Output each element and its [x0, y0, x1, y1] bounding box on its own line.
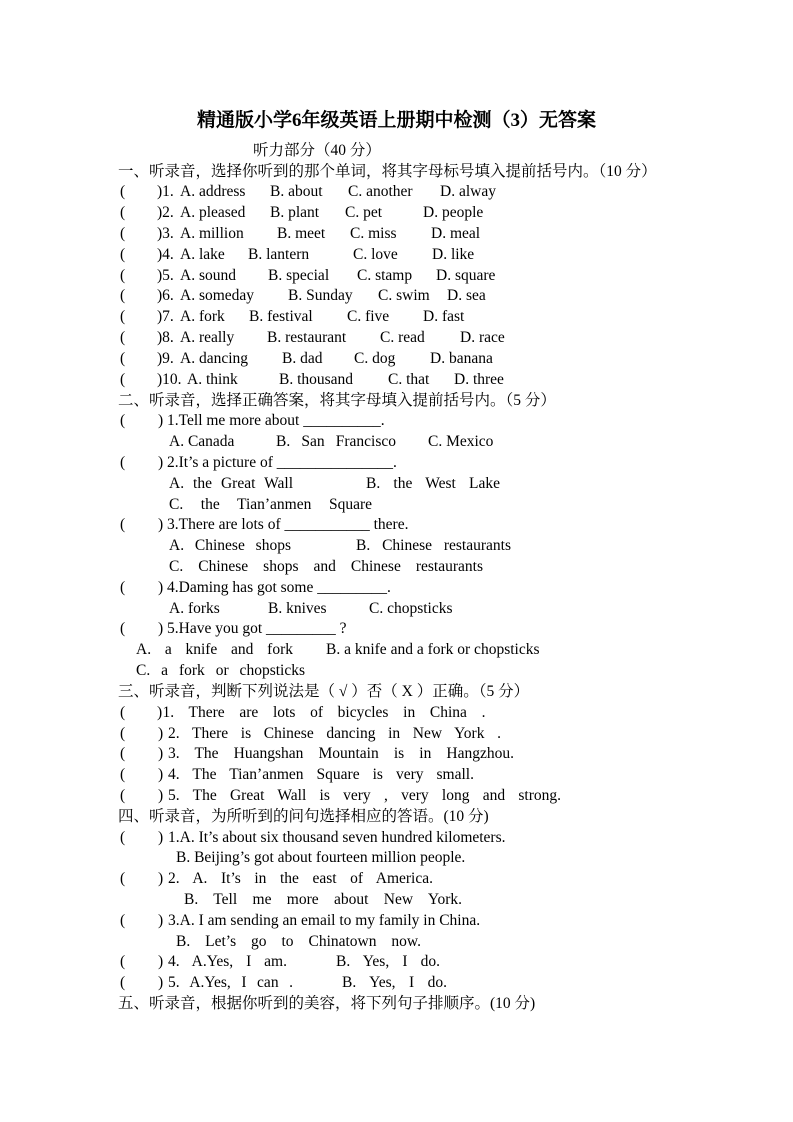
option-d: D. like [432, 245, 475, 263]
option-b: B. knives [268, 599, 327, 617]
part2-question [0, 515, 793, 536]
part2-options [0, 536, 793, 557]
part2-heading: 二、听录音，选择正确答案，将其字母填入提前括号内。（5 分） [118, 391, 556, 409]
statement-text: 4. The Tian’anmen Square is very small. [168, 766, 474, 784]
answer-bracket-close: ) [158, 412, 164, 430]
option-a: A. someday [180, 287, 255, 305]
part2-options [0, 495, 793, 516]
answer-bracket-close: ) [157, 703, 163, 721]
answer-bracket-close: ) [157, 308, 163, 326]
answer-bracket-open: ( [120, 412, 126, 430]
part3-statement [0, 724, 793, 745]
answer-bracket-open: ( [120, 349, 126, 367]
answer-bracket-open: ( [120, 204, 126, 222]
answer-bracket-close: ) [158, 953, 164, 971]
option-d: D. sea [447, 287, 486, 305]
part1-heading: 一、听录音，选择你听到的那个单词，将其字母标号填入提前括号内。（10 分） [118, 162, 657, 180]
item-number-text: 4. [162, 245, 174, 263]
option-c: C. Mexico [428, 433, 494, 451]
answer-bracket-open: ( [120, 786, 126, 804]
answer-bracket-close: ) [158, 911, 164, 929]
part3-statement [0, 765, 793, 786]
answer-option-a: 2. A. It’s in the east of America. [168, 870, 433, 888]
item-number-text: 8. [162, 329, 174, 347]
part4-question-b [0, 890, 793, 911]
part3-statement [0, 786, 793, 807]
answer-option-a: 5. A.Yes, I can . [168, 974, 293, 992]
item-number-text: 7. [162, 308, 174, 326]
answer-bracket-open: ( [120, 766, 126, 784]
option-b: B. thousand [279, 370, 354, 388]
item-number-text: 9. [162, 349, 174, 367]
option-a: A. lake [180, 245, 225, 263]
part1-item [0, 307, 793, 328]
part1-item [0, 224, 793, 245]
answer-bracket-open: ( [120, 245, 126, 263]
option-a: A. Canada [169, 433, 235, 451]
part2-options [0, 661, 793, 682]
option-b: B. San Francisco [276, 433, 396, 451]
answer-bracket-close: ) [158, 620, 164, 638]
part1-item [0, 245, 793, 266]
part1-item [0, 182, 793, 203]
option-a: A. forks [169, 599, 220, 617]
option-c: C. love [353, 245, 398, 263]
part5-heading: 五、听录音，根据你听到的美容，将下列句子排顺序。(10 分) [118, 995, 536, 1013]
part1-item [0, 203, 793, 224]
part2-options [0, 599, 793, 620]
option-a: A. sound [180, 266, 236, 284]
option-a: A. pleased [180, 204, 246, 222]
answer-bracket-open: ( [120, 620, 126, 638]
answer-bracket-open: ( [120, 266, 126, 284]
option-c: C. read [380, 329, 425, 347]
item-number [157, 245, 174, 266]
answer-bracket-open: ( [120, 911, 126, 929]
item-number [157, 328, 174, 349]
answer-bracket-close: ) [157, 183, 163, 201]
option-c: C. chopsticks [369, 599, 453, 617]
option-b: B. Sunday [288, 287, 353, 305]
answer-option-a: 4. A.Yes, I am. [168, 953, 287, 971]
item-number-text: 10. [162, 370, 182, 388]
question-stem: 3.There are lots of ___________ there. [167, 516, 409, 534]
answer-bracket-close: ) [157, 245, 163, 263]
option-d: D. alway [440, 183, 496, 201]
answer-bracket-close: ) [158, 453, 164, 471]
question-stem: 4.Daming has got some _________. [167, 578, 391, 596]
part1-item [0, 286, 793, 307]
option-a: A. the Great Wall [169, 474, 293, 492]
part4-question-b [0, 932, 793, 953]
part1-item [0, 349, 793, 370]
option-b: B. Chinese restaurants [356, 537, 511, 555]
option-c: C. another [348, 183, 413, 201]
answer-bracket-open: ( [120, 953, 126, 971]
answer-option-b: B. Beijing’s got about fourteen million people. [176, 849, 466, 867]
answer-bracket-open: ( [120, 308, 126, 326]
option-d: D. three [454, 370, 504, 388]
answer-bracket-close: ) [158, 745, 164, 763]
part3-statement [0, 703, 793, 724]
answer-bracket-open: ( [120, 287, 126, 305]
option-d: D. people [423, 204, 484, 222]
option-c: C. pet [345, 204, 383, 222]
statement-text: 1. There are lots of bicycles in China . [162, 703, 486, 721]
answer-bracket-open: ( [120, 870, 126, 888]
answer-option-b: B. Yes, I do. [336, 953, 440, 971]
part2-options [0, 474, 793, 495]
item-number-text: 1. [162, 183, 174, 201]
option-a: A. million [180, 225, 244, 243]
answer-option-b: B. Tell me more about New York. [184, 891, 462, 909]
item-number [157, 286, 174, 307]
option-d: D. banana [430, 349, 493, 367]
option-a: A. a knife and fork [136, 641, 293, 659]
item-number [157, 203, 174, 224]
answer-bracket-open: ( [120, 974, 126, 992]
option-c: C. five [347, 308, 390, 326]
part2-options [0, 640, 793, 661]
answer-bracket-close: ) [157, 266, 163, 284]
statement-text: 2. There is Chinese dancing in New York . [168, 724, 501, 742]
part4-question [0, 869, 793, 890]
answer-bracket-open: ( [120, 745, 126, 763]
item-number [157, 370, 182, 391]
item-number [157, 266, 174, 287]
answer-option-a: 3.A. I am sending an email to my family in China. [168, 911, 481, 929]
option-a: A. really [180, 329, 235, 347]
answer-bracket-open: ( [120, 453, 126, 471]
item-number-text: 6. [162, 287, 174, 305]
part2-heading-line [0, 391, 793, 412]
answer-bracket-open: ( [120, 183, 126, 201]
answer-bracket-close: ) [158, 724, 164, 742]
option-a: A. address [180, 183, 246, 201]
item-number-text: 3. [162, 225, 174, 243]
answer-bracket-close: ) [158, 786, 164, 804]
option-b: B. special [268, 266, 330, 284]
option-c: C. stamp [357, 266, 413, 284]
part2-question [0, 411, 793, 432]
option-b: B. plant [270, 204, 320, 222]
option-c: C. swim [378, 287, 430, 305]
part1-item [0, 328, 793, 349]
option-a: A. fork [180, 308, 225, 326]
statement-text: 3. The Huangshan Mountain is in Hangzhou. [168, 745, 514, 763]
option-d: D. square [436, 266, 496, 284]
option-c: C. a fork or chopsticks [136, 662, 305, 680]
option-b: B. lantern [248, 245, 310, 263]
part2-options [0, 432, 793, 453]
part1-item [0, 370, 793, 391]
part4-question-b [0, 848, 793, 869]
part4-heading: 四、听录音，为所听到的问句选择相应的答语。(10 分) [118, 807, 489, 825]
option-b: B. festival [249, 308, 313, 326]
item-number [157, 224, 174, 245]
part4-question [0, 911, 793, 932]
option-d: D. meal [431, 225, 481, 243]
statement-text: 5. The Great Wall is very , very long and strong. [168, 786, 561, 804]
option-a: A. Chinese shops [169, 537, 291, 555]
answer-bracket-close: ) [157, 349, 163, 367]
option-b: B. restaurant [267, 329, 347, 347]
answer-bracket-open: ( [120, 703, 126, 721]
question-stem: 2.It’s a picture of _______________. [167, 453, 397, 471]
option-d: D. race [460, 329, 505, 347]
answer-bracket-open: ( [120, 329, 126, 347]
part4-question [0, 952, 793, 973]
answer-bracket-close: ) [157, 329, 163, 347]
question-stem: 1.Tell me more about __________. [167, 412, 385, 430]
option-b: B. meet [277, 225, 326, 243]
item-number [157, 182, 174, 203]
part3-heading-line [0, 682, 793, 703]
option-d: D. fast [423, 308, 465, 326]
answer-bracket-close: ) [157, 370, 163, 388]
part5-heading-line [0, 994, 793, 1015]
part4-heading-line [0, 807, 793, 828]
answer-option-b: B. Let’s go to Chinatown now. [176, 932, 421, 950]
answer-bracket-open: ( [120, 225, 126, 243]
option-c: C. that [388, 370, 430, 388]
question-stem: 5.Have you got _________ ? [167, 620, 347, 638]
part4-question [0, 973, 793, 994]
answer-bracket-open: ( [120, 516, 126, 534]
answer-bracket-open: ( [120, 828, 126, 846]
answer-bracket-close: ) [158, 578, 164, 596]
exam-body [0, 162, 793, 1015]
answer-bracket-close: ) [158, 766, 164, 784]
answer-option-b: B. Yes, I do. [342, 974, 447, 992]
part4-question [0, 828, 793, 849]
part1-item [0, 266, 793, 287]
option-c: C. the Tian’anmen Square [169, 495, 372, 513]
item-number-text: 5. [162, 266, 174, 284]
item-number [157, 307, 174, 328]
answer-bracket-open: ( [120, 578, 126, 596]
part2-question [0, 453, 793, 474]
option-c: C. Chinese shops and Chinese restaurants [169, 558, 483, 576]
answer-bracket-close: ) [158, 974, 164, 992]
answer-option-a: 1.A. It’s about six thousand seven hundred kilometers. [168, 828, 506, 846]
option-a: A. dancing [180, 349, 249, 367]
answer-bracket-close: ) [158, 828, 164, 846]
section-subtitle: 听力部分（40 分） [253, 142, 381, 159]
option-b: B. dad [282, 349, 323, 367]
answer-bracket-open: ( [120, 724, 126, 742]
answer-bracket-close: ) [157, 204, 163, 222]
option-b: B. the West Lake [366, 474, 500, 492]
part2-options [0, 557, 793, 578]
answer-bracket-close: ) [158, 516, 164, 534]
answer-bracket-close: ) [157, 287, 163, 305]
part3-statement [0, 744, 793, 765]
answer-bracket-open: ( [120, 370, 126, 388]
part1-heading-line [0, 162, 793, 183]
option-c: C. dog [354, 349, 396, 367]
item-number [157, 349, 174, 370]
answer-bracket-close: ) [157, 225, 163, 243]
answer-bracket-close: ) [158, 870, 164, 888]
option-a: A. think [187, 370, 238, 388]
part3-heading: 三、听录音，判断下列说法是（ √ ）否（ X ）正确。（5 分） [118, 682, 530, 700]
part2-question [0, 619, 793, 640]
option-b: B. about [270, 183, 323, 201]
option-c: C. miss [350, 225, 397, 243]
part2-question [0, 578, 793, 599]
option-b: B. a knife and a fork or chopsticks [326, 641, 540, 659]
doc-title: 精通版小学6年级英语上册期中检测（3）无答案 [196, 110, 596, 131]
item-number-text: 2. [162, 204, 174, 222]
